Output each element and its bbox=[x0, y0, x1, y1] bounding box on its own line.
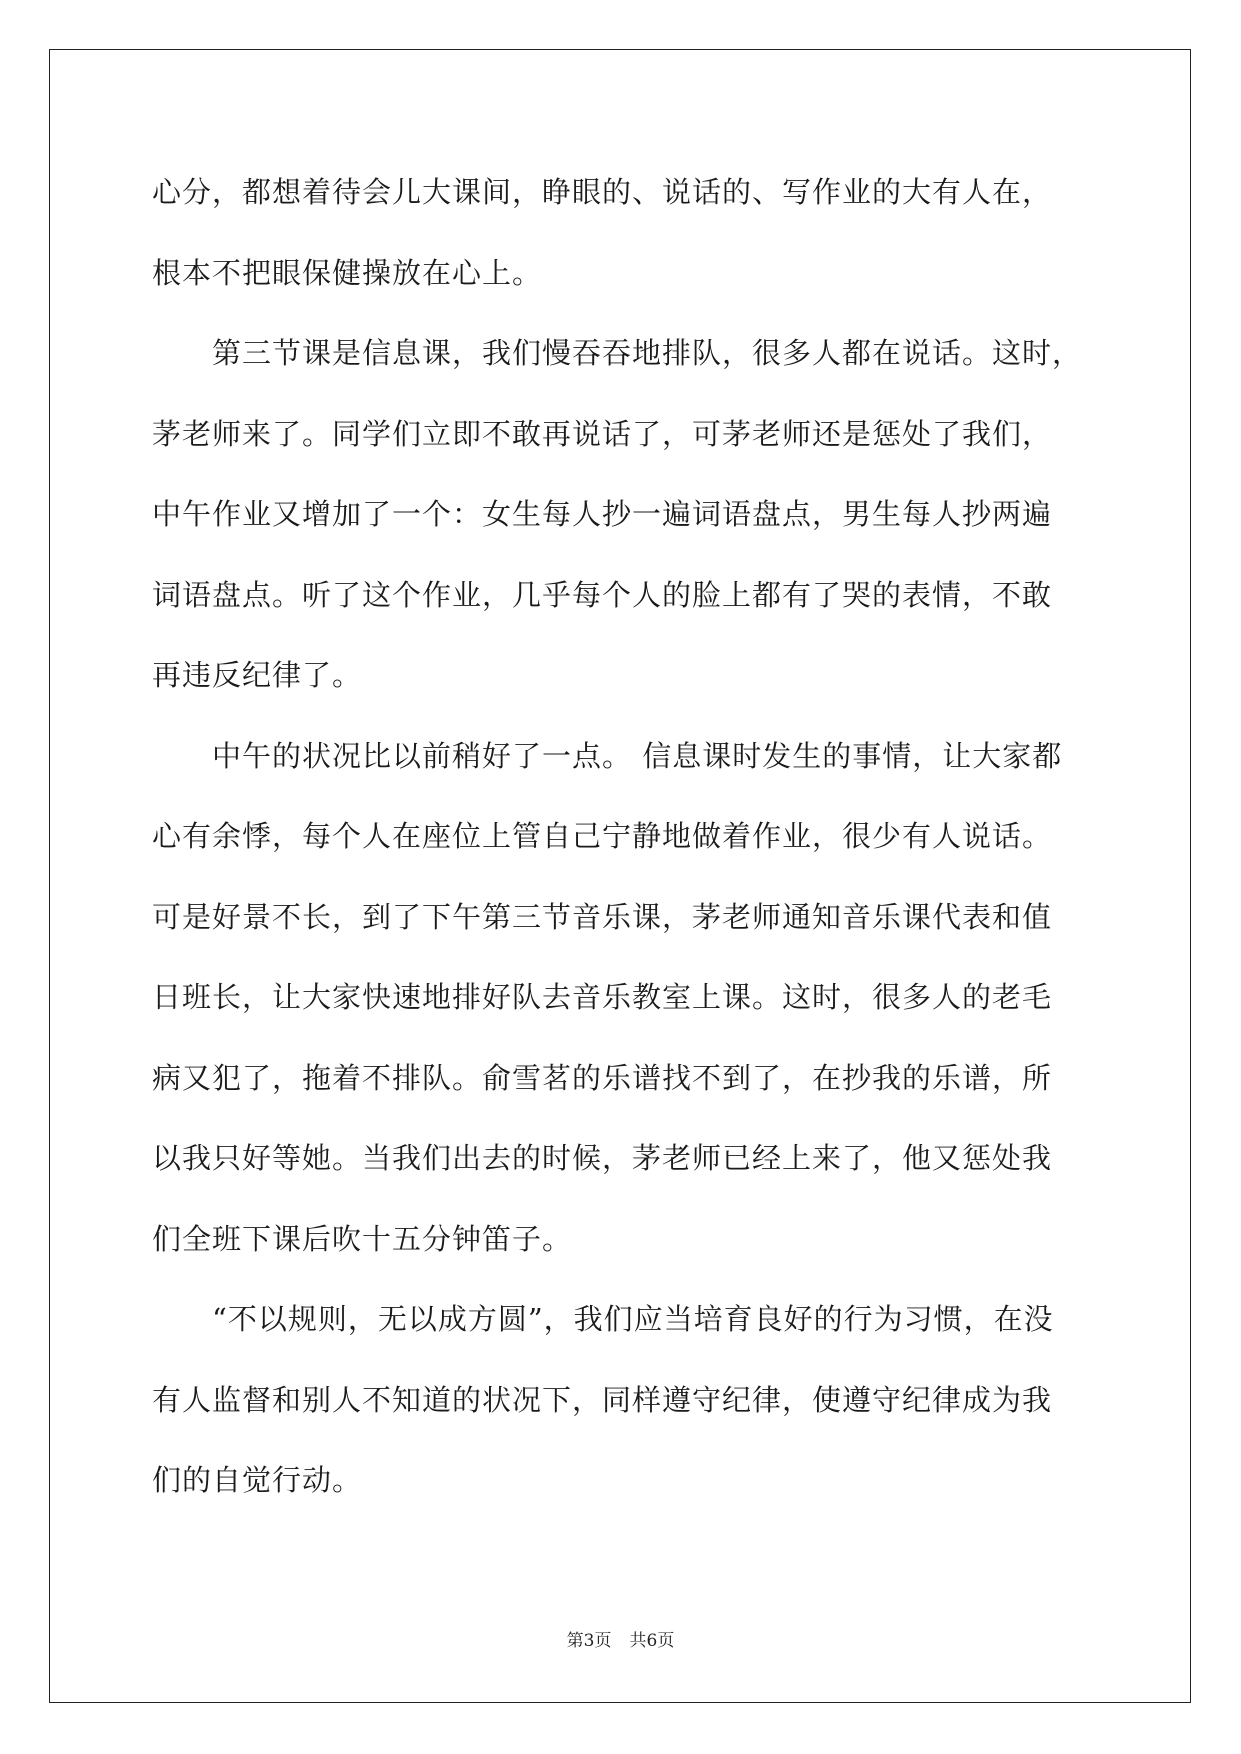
text-line: 第三节课是信息课，我们慢吞吞地排队，很多人都在说话。这时， bbox=[152, 336, 1083, 370]
page-total: 共6页 bbox=[629, 1631, 675, 1651]
document-body bbox=[152, 152, 1092, 1521]
page-footer bbox=[0, 1626, 1241, 1651]
text-line: 病又犯了，拖着不排队。俞雪茗的乐谱找不到了，在抄我的乐谱，所 bbox=[152, 1060, 1053, 1095]
text-line: 中午的状况比以前稍好了一点。 信息课时发生的事情，让大家都 bbox=[152, 738, 1063, 773]
text-line: 日班长，让大家快速地排好队去音乐教室上课。这时，很多人的老毛 bbox=[152, 980, 1053, 1014]
text-line: 以我只好等她。当我们出去的时候，茅老师已经上来了，他又惩处我 bbox=[152, 1141, 1053, 1175]
text-line: “不以规则，无以成方圆”，我们应当培育良好的行为习惯，在没 bbox=[152, 1302, 1054, 1336]
text-line: 们的自觉行动。 bbox=[152, 1463, 363, 1497]
text-line: 根本不把眼保健操放在心上。 bbox=[152, 255, 543, 290]
text-line: 心分，都想着待会儿大课间，睁眼的、说话的、写作业的大有人在， bbox=[152, 175, 1053, 209]
text-line: 可是好景不长，到了下午第三节音乐课，茅老师通知音乐课代表和值 bbox=[152, 899, 1053, 934]
text-line: 心有余悸，每个人在座位上管自己宁静地做着作业，很少有人说话。 bbox=[152, 819, 1053, 853]
text-line: 中午作业又增加了一个：女生每人抄一遍词语盘点，男生每人抄两遍 bbox=[152, 497, 1053, 531]
text-line: 茅老师来了。同学们立即不敢再说话了，可茅老师还是惩处了我们， bbox=[152, 416, 1053, 451]
page-number: 第3页 bbox=[566, 1631, 612, 1651]
text-line: 们全班下课后吹十五分钟笛子。 bbox=[152, 1221, 573, 1256]
text-line: 有人监督和别人不知道的状况下，同样遵守纪律，使遵守纪律成为我 bbox=[152, 1382, 1053, 1417]
text-line: 再违反纪律了。 bbox=[152, 658, 363, 692]
text-line: 词语盘点。听了这个作业，几乎每个人的脸上都有了哭的表情，不敢 bbox=[152, 577, 1053, 612]
